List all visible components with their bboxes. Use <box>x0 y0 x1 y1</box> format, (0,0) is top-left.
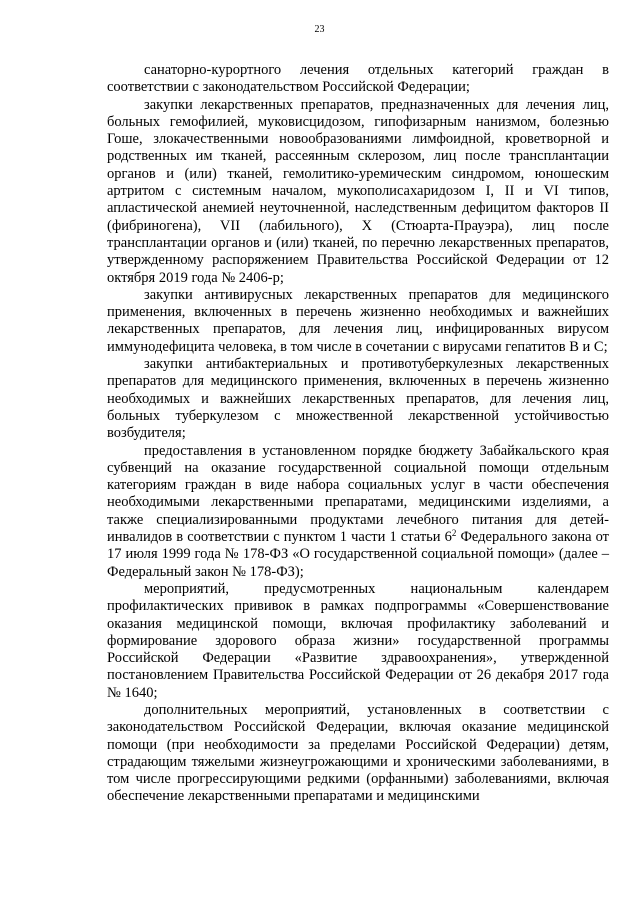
paragraph-sanatorium: санаторно-курортного лечения отдельных категорий граждан в соответствии с законодательством Российской Федерации; <box>107 62 609 96</box>
page-number: 23 <box>314 24 325 35</box>
paragraph-antiviral-purchases: закупки антивирусных лекарственных препаратов для медицинского применения, включенных в перечень жизненно необходимых и важнейших лекарственных препаратов, для лечения лиц, инфицированных вирусом иммунодефицита человека, в том числе в сочетании с вирусами гепатитов B и C; <box>107 286 609 355</box>
document-body <box>107 62 609 806</box>
paragraph-antibacterial-purchases: закупки антибактериальных и противотуберкулезных лекарственных препаратов для медицинского применения, включенных в перечень жизненно необходимых и важнейших лекарственных препаратов, для лечения лиц, больных туберкулезом с множественной лекарственной устойчивостью возбудителя; <box>107 356 609 442</box>
paragraph-drug-purchases-rare-diseases: закупки лекарственных препаратов, предназначенных для лечения лиц, больных гемофилией, муковисцидозом, гипофизарным нанизмом, болезнью Гоше, злокачественными новообразованиями лимфоидной, кроветворной и родственных им тканей, рассеянным склерозом, лиц после трансплантации органов и (или) тканей, гемолитико-уремическим синдромом, юношеским артритом с системным началом, мукополисахаридозом I, II и VI типов, апластической анемией неуточненной, наследственным дефицитом факторов II (фибриногена), VII (лабильного), X (Стюарта-Прауэра), лиц после трансплантации органов и (или) тканей, по перечню лекарственных препаратов, утвержденному распоряжением Правительства Российской Федерации от 12 октября 2019 года № 2406-р; <box>107 96 609 286</box>
subventions-text-start: предоставления в установленном порядке бюджету Забайкальского края субвенций на оказание государственной социальной помощи отдельным категориям граждан в виде набора социальных услуг в части обеспечения необходимыми лекарственными препаратами, медицинскими изделиями, а также специализированными продуктами лечебного питания для детей-инвалидов в соответствии с пунктом 1 части 1 статьи 6 <box>107 442 609 546</box>
subventions-text-end: Федерального закона от 17 июля 1999 года № 178-ФЗ «О государственной социальной помощи» (далее – Федеральный закон № 178-ФЗ); <box>107 529 609 580</box>
article-superscript: 2 <box>451 528 457 539</box>
paragraph-additional-measures: дополнительных мероприятий, установленных в соответствии с законодательством Российской Федерации, включая оказание медицинской помощи (при необходимости за пределами Российской Федерации) детям, страдающим тяжелыми жизнеугрожающими и хроническими заболеваниями, в том числе прогрессирующими редкими (орфанными) заболеваниями, включая обеспечение лекарственными препаратами и медицинскими <box>107 701 609 805</box>
paragraph-vaccination-calendar: мероприятий, предусмотренных национальным календарем профилактических прививок в рамках подпрограммы «Совершенствование оказания медицинской помощи, включая профилактику заболеваний и формирование здорового образа жизни» государственной программы Российской Федерации «Развитие здравоохранения», утвержденной постановлением Правительства Российской Федерации от 26 декабря 2017 года № 1640; <box>107 580 609 701</box>
paragraph-subventions <box>107 443 609 581</box>
